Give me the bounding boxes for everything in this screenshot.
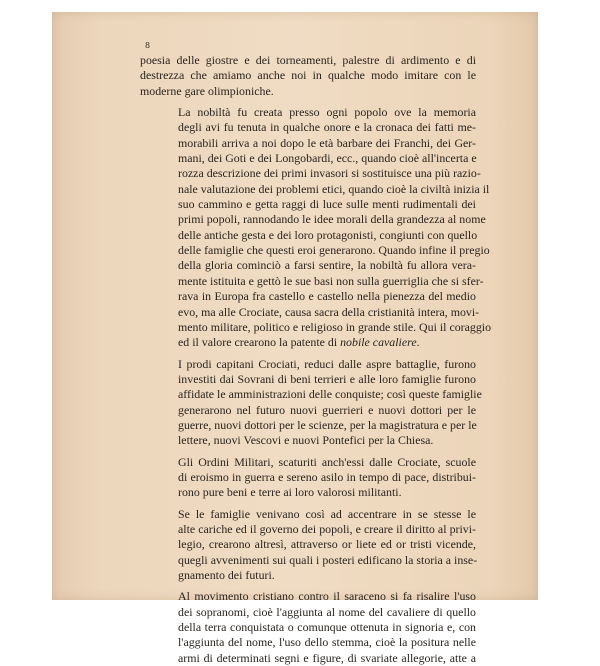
text-line: l'aggiunta del nome, l'uso dello stemma, cioè la positura nelle — [178, 635, 476, 650]
text-line: morabili arriva a noi dopo le età barbare dei Franchi, dei Ger- — [178, 135, 476, 150]
text-line: poesia delle giostre e dei torneamenti, palestre di ardimento e di — [140, 53, 476, 67]
text-line: moderne gare olimpioniche. — [140, 83, 274, 98]
text-line: guerre, nuovi dottori per le scienze, per la magistratura e per le — [178, 417, 477, 432]
text-line: della gloria cominciò a farsi sentire, la nobiltà fu allora vera- — [178, 258, 476, 273]
text-line: rono pure beni e terre ai loro valorosi militanti. — [178, 485, 402, 500]
text-line: lettere, nuovi Vescovi e nuovi Pontefici per la Chiesa. — [178, 433, 434, 448]
text-line: Se le famiglie venivano così ad accentrare in se stesse le — [178, 506, 476, 521]
text-line: rava in Europa fra castello e castello nella pienezza del medio — [178, 289, 476, 304]
text-line: mani, dei Goti e dei Longobardi, ecc., quando cioè all'incerta e — [178, 151, 477, 166]
text-segment: ed il valore crearono la patente di — [178, 335, 338, 350]
text-line: affidate le amministrazioni delle conquiste; così queste famiglie — [178, 387, 482, 402]
text-line: mento militare, politico e religioso in grande stile. Qui il coraggio — [178, 319, 492, 334]
paragraph-2 — [140, 105, 492, 351]
text-line: legio, crearono altresì, attraverso or liete ed or tristi vicende, — [178, 537, 476, 552]
text-line: Al movimento cristiano contro il saraceno si fa risalire l'uso — [178, 589, 476, 604]
text-line: I prodi capitani Crociati, reduci dalle aspre battaglie, furono — [178, 356, 476, 371]
text-line: delle famiglie che questi eroi generarono. Quando infine il pregio — [178, 243, 490, 258]
paragraph-5 — [140, 507, 476, 584]
text-line: nale valutazione dei problemi etici, quando cioè la civiltà inizia il — [178, 181, 490, 196]
punctuation: . — [416, 335, 420, 350]
paragraph-4 — [140, 455, 476, 501]
body-text — [140, 53, 492, 666]
text-line: gnamento dei futuri. — [178, 568, 275, 582]
italic-phrase: nobile cavaliere — [340, 335, 417, 350]
text-line: delle antiche gesta e dei loro protagonisti, congiunti con quello — [178, 227, 478, 242]
text-line: alte cariche ed il governo dei popoli, e creare il diritto al privi- — [178, 521, 476, 536]
text-line: armi di determinati segni e figure, di svariate allegorie, atte a — [178, 650, 476, 665]
text-line: della terra conquistata o comunque ottenuta in signoria e, con — [178, 620, 476, 635]
text-line: di eroismo in guerra e sereno asilo in tempo di pace, distribui- — [178, 469, 476, 484]
text-line: primi popoli, rannodando le idee morali della grandezza al nome — [178, 212, 486, 227]
text-line: Gli Ordini Militari, scaturiti anch'essi dalle Crociate, scuole — [178, 454, 476, 469]
text-line: degli avi fu tenuta in qualche onore e la cronaca dei fatti me- — [178, 120, 476, 135]
paragraph-3 — [140, 356, 482, 449]
text-line: quegli avvenimenti sui quali i posteri edificano la storia a inse- — [178, 552, 478, 567]
text-line: destrezza che amiamo anche noi in qualche modo imitare con le — [140, 68, 476, 83]
text-line: mente istituita e gettò le sue basi non sulla guerriglia che si sfer- — [178, 273, 484, 288]
text-line: dei sopranomi, cioè l'aggiunta al nome del cavaliere di quello — [178, 604, 476, 619]
text-line: evo, ma alle Crociate, causa sacra della cristianità intera, movi- — [178, 304, 480, 319]
paragraph-6 — [140, 589, 476, 666]
paragraph-1 — [140, 53, 476, 99]
text-line: La nobiltà fu creata presso ogni popolo ove la memoria — [178, 105, 476, 120]
text-line: suo cammino e getta raggi di luce sulle menti rudimentali dei — [178, 197, 476, 212]
text-line: rozza descrizione dei primi invasori si sostituisce una più razio- — [178, 166, 481, 181]
text-line: generarono nel futuro nuovi guerrieri e nuovi dottori per le — [178, 402, 476, 417]
text-line-final — [140, 335, 476, 350]
text-line: investiti dai Sovrani di beni terrieri e alle loro famiglie furono — [178, 371, 476, 386]
page-number: 8 — [145, 41, 151, 50]
